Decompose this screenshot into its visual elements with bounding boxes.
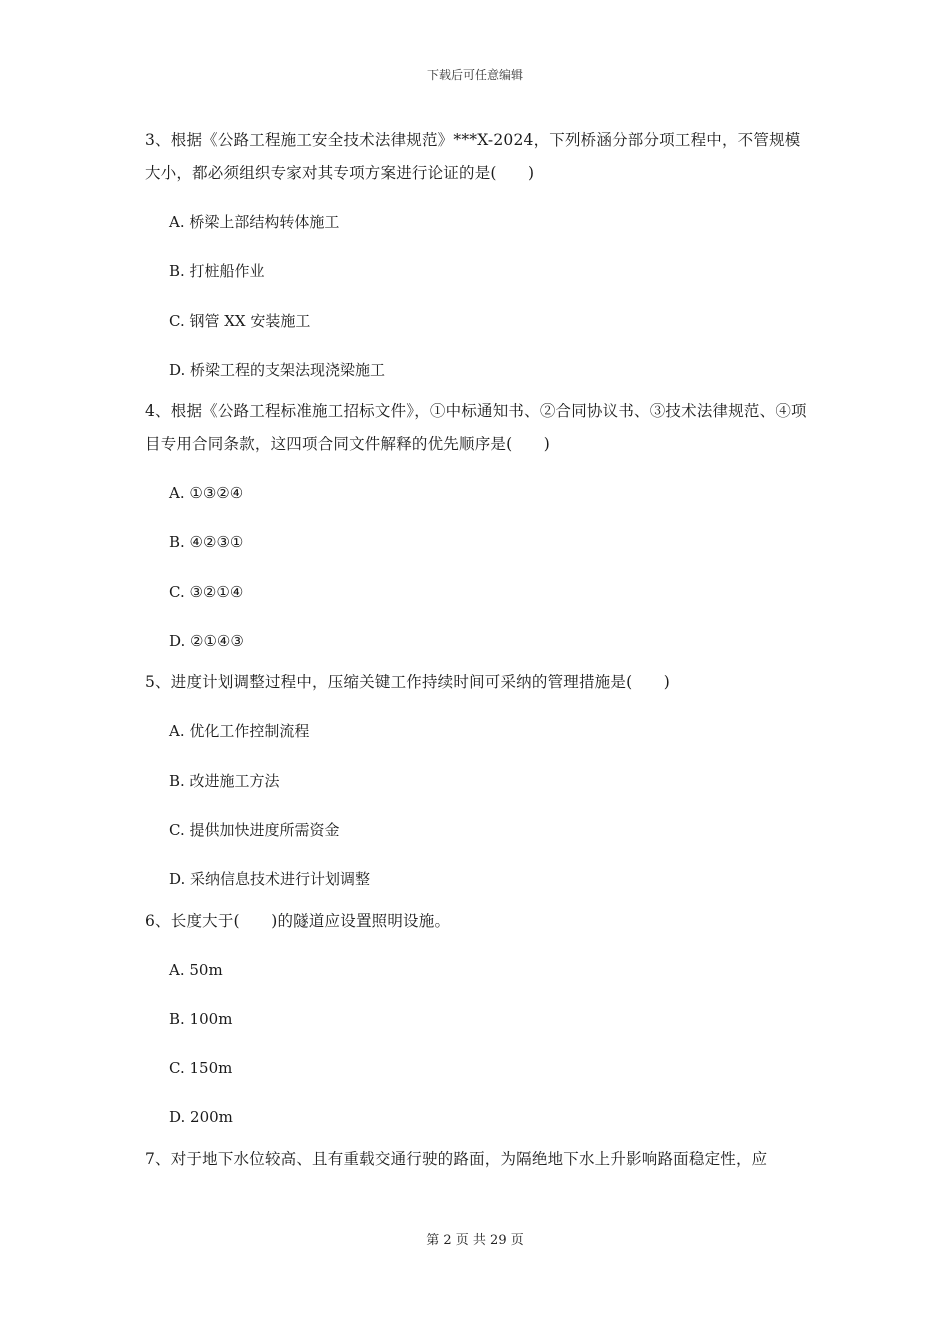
option-b: B. 改进施工方法 — [169, 771, 280, 790]
option-b: B. ④②③① — [169, 533, 244, 552]
option-c: C. 150m — [169, 1059, 233, 1078]
option-c: C. 提供加快进度所需资金 — [169, 820, 340, 839]
option-c: C. ③②①④ — [169, 582, 244, 601]
option-a: A. 桥梁上部结构转体施工 — [169, 213, 340, 231]
option-b: B. 100m — [169, 1009, 233, 1028]
option-d: D. 200m — [169, 1108, 233, 1127]
question-6 — [145, 905, 815, 1143]
option-d: D. ②①④③ — [169, 632, 244, 651]
question-stem: 5、进度计划调整过程中，压缩关键工作持续时间可采纳的管理措施是( ) — [145, 673, 670, 692]
option-a: A. 50m — [169, 960, 223, 979]
question-3 — [145, 124, 815, 395]
question-stem: 4、根据《公路工程标准施工招标文件》，①中标通知书、②合同协议书、③技术法律规范、④项目专用合同条款，这四项合同文件解释的优先顺序是( ) — [145, 402, 807, 454]
option-b: B. 打桩船作业 — [169, 262, 265, 281]
option-a: A. ①③②④ — [169, 484, 244, 503]
question-stem: 7、对于地下水位较高、且有重载交通行驶的路面，为隔绝地下水上升影响路面稳定性，应 — [145, 1149, 768, 1168]
question-5 — [145, 666, 815, 904]
page-header: 下载后可任意编辑 — [426, 68, 523, 82]
option-c: C. 钢管 XX 安装施工 — [169, 311, 311, 330]
option-d: D. 桥梁工程的支架法现浇梁施工 — [169, 360, 386, 379]
document-body — [145, 124, 815, 1184]
question-stem: 3、根据《公路工程施工安全技术法律规范》***X-2024，下列桥涵分部分项工程中，不管规模大小，都必须组织专家对其专项方案进行论证的是( ) — [145, 131, 801, 182]
option-a: A. 优化工作控制流程 — [169, 722, 310, 741]
option-d: D. 采纳信息技术进行计划调整 — [169, 870, 371, 889]
page-footer: 第 2 页 共 29 页 — [426, 1233, 524, 1248]
question-stem: 6、长度大于( )的隧道应设置照明设施。 — [145, 911, 451, 930]
question-4 — [145, 395, 815, 666]
question-7 — [145, 1143, 815, 1176]
